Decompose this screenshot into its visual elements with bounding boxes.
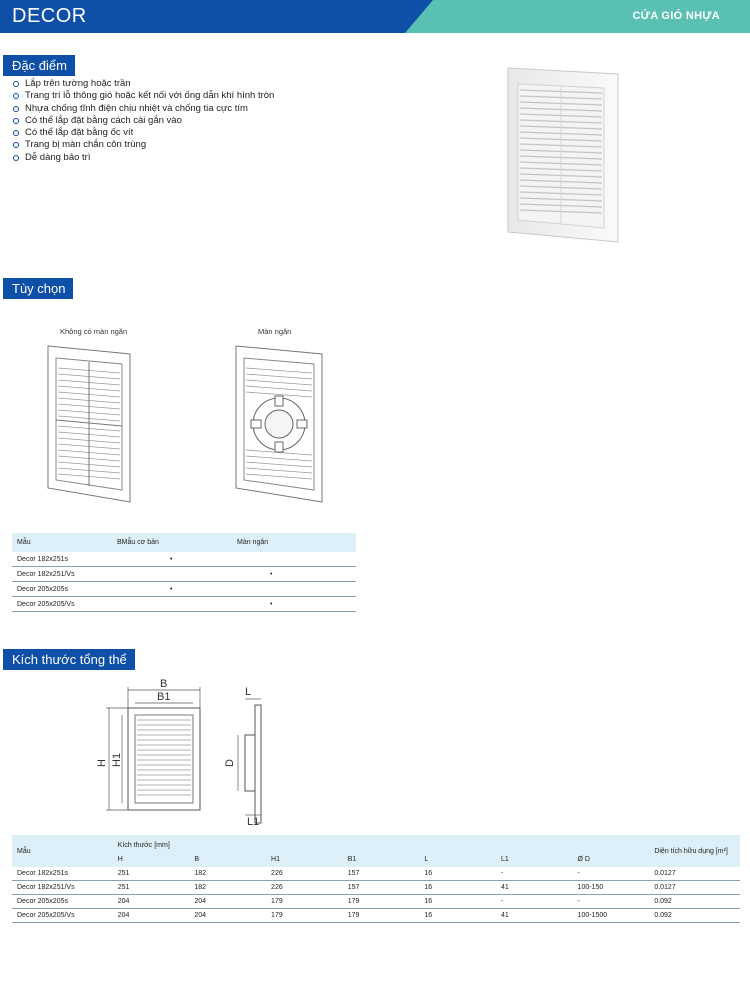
feature-item: Có thể lắp đặt bằng cách cài gắn vào	[12, 115, 282, 127]
value-cell: -	[496, 895, 573, 909]
table-row	[12, 881, 740, 895]
model-cell: Decor 182x251s	[12, 867, 113, 881]
value-cell: 179	[343, 909, 420, 923]
area-cell: 0.092	[649, 909, 740, 923]
section-heading-dimensions: Kích thước tổng thể	[3, 649, 135, 670]
area-cell: 0.092	[649, 895, 740, 909]
table-row	[12, 867, 740, 881]
basic-cell: •	[112, 582, 232, 597]
category-label: CỬA GIÓ NHỰA	[632, 10, 720, 22]
value-cell: 16	[419, 867, 496, 881]
value-cell: 41	[496, 909, 573, 923]
value-cell: -	[496, 867, 573, 881]
basic-cell	[112, 597, 232, 612]
table-row	[12, 597, 356, 612]
table-row	[12, 909, 740, 923]
value-cell: 100-1500	[573, 909, 650, 923]
grille-drawing-screen	[232, 344, 327, 504]
model-cell: Decor 205x205s	[12, 895, 113, 909]
value-cell: 204	[113, 895, 190, 909]
value-cell: 251	[113, 867, 190, 881]
value-cell: 157	[343, 881, 420, 895]
label-H: H	[96, 759, 108, 767]
screen-cell	[232, 582, 356, 597]
options-table	[12, 533, 356, 612]
dim-col-header: L	[419, 852, 496, 867]
dim-col-header: Ø D	[573, 852, 650, 867]
label-B: B	[160, 678, 168, 690]
model-cell: Decor 182x251/Vs	[12, 567, 112, 582]
screen-cell	[232, 552, 356, 567]
label-L: L	[245, 686, 252, 698]
area-cell: 0.0127	[649, 881, 740, 895]
caption-no-screen: Không có màn ngăn	[60, 327, 128, 336]
model-cell: Decor 205x205/Vs	[12, 597, 112, 612]
feature-item: Trang bị màn chắn côn trùng	[12, 139, 282, 151]
options-header-screen: Màn ngăn	[232, 533, 356, 552]
screen-cell: •	[232, 597, 356, 612]
value-cell: 182	[189, 867, 266, 881]
value-cell: 179	[343, 895, 420, 909]
product-photo	[500, 60, 625, 250]
value-cell: 179	[266, 909, 343, 923]
value-cell: 157	[343, 867, 420, 881]
value-cell: 204	[189, 909, 266, 923]
dim-header-area: Diện tích hữu dụng [m²]	[649, 835, 740, 867]
options-header-basic: BMẫu cơ bản	[112, 533, 232, 552]
value-cell: 41	[496, 881, 573, 895]
value-cell: 179	[266, 895, 343, 909]
grille-drawing-no-screen	[44, 344, 134, 504]
value-cell: 226	[266, 881, 343, 895]
table-row	[12, 552, 356, 567]
feature-item: Trang trí lỗ thông gió hoặc kết nối với ống dẫn khí hình tròn	[12, 90, 282, 102]
dim-col-header: H	[113, 852, 190, 867]
table-row	[12, 895, 740, 909]
value-cell: 16	[419, 909, 496, 923]
value-cell: 16	[419, 895, 496, 909]
label-L1: L1	[247, 816, 260, 827]
dim-col-header: L1	[496, 852, 573, 867]
model-cell: Decor 182x251s	[12, 552, 112, 567]
value-cell: 182	[189, 881, 266, 895]
feature-item: Lắp trên tường hoặc trần	[12, 78, 282, 90]
options-header-model: Mẫu	[12, 533, 112, 552]
dim-col-header: B	[189, 852, 266, 867]
dimension-drawing	[95, 675, 280, 827]
table-row	[12, 567, 356, 582]
value-cell: 16	[419, 881, 496, 895]
table-row	[12, 582, 356, 597]
value-cell: -	[573, 867, 650, 881]
label-H1: H1	[111, 752, 123, 767]
dimensions-table	[12, 835, 740, 923]
dim-header-group: Kích thước [mm]	[113, 835, 650, 852]
model-cell: Decor 182x251/Vs	[12, 881, 113, 895]
value-cell: 100-150	[573, 881, 650, 895]
feature-item: Dễ dàng bảo trì	[12, 152, 282, 164]
features-list	[12, 78, 282, 164]
dim-col-header: H1	[266, 852, 343, 867]
model-cell: Decor 205x205/Vs	[12, 909, 113, 923]
value-cell: 251	[113, 881, 190, 895]
dim-col-header: B1	[343, 852, 420, 867]
value-cell: -	[573, 895, 650, 909]
section-heading-features: Đặc điểm	[3, 55, 75, 76]
page-title: DECOR	[12, 5, 87, 27]
caption-screen: Màn ngăn	[258, 327, 292, 336]
screen-cell: •	[232, 567, 356, 582]
feature-item: Có thể lắp đặt bằng ốc vít	[12, 127, 282, 139]
basic-cell: •	[112, 552, 232, 567]
dim-header-model: Mẫu	[12, 835, 113, 867]
feature-item: Nhựa chống tĩnh điện chịu nhiệt và chống tia cực tím	[12, 103, 282, 115]
label-B1: B1	[157, 691, 171, 703]
basic-cell	[112, 567, 232, 582]
value-cell: 204	[113, 909, 190, 923]
section-heading-options: Tùy chọn	[3, 278, 73, 299]
area-cell: 0.0127	[649, 867, 740, 881]
label-D: D	[224, 759, 236, 767]
value-cell: 204	[189, 895, 266, 909]
model-cell: Decor 205x205s	[12, 582, 112, 597]
value-cell: 226	[266, 867, 343, 881]
